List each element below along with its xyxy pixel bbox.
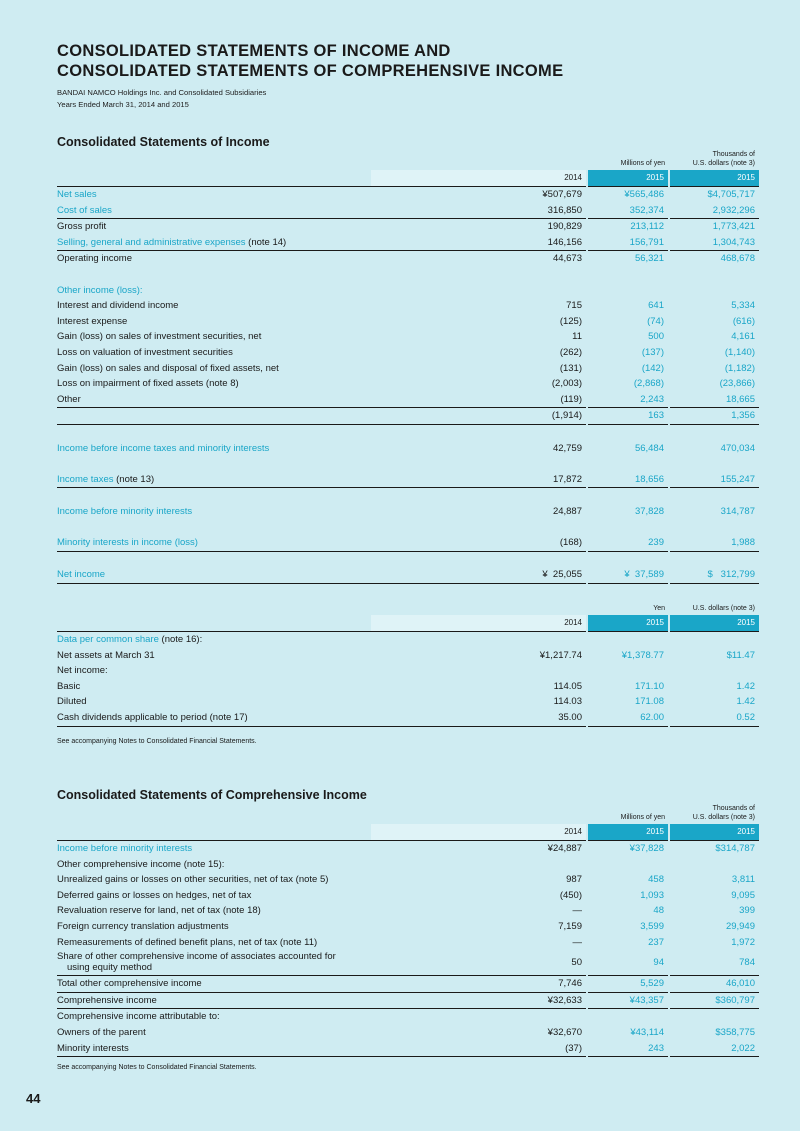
value-2014: (37)	[371, 1041, 587, 1057]
value-usd: $11.47	[669, 648, 759, 664]
table-row	[57, 361, 759, 377]
unit-right: U.S. dollars (note 3)	[692, 605, 755, 612]
table-row	[57, 283, 759, 299]
row-label: Interest expense	[57, 315, 128, 327]
value-2015: ¥37,828	[587, 841, 669, 857]
value-usd: 4,161	[669, 329, 759, 345]
value-usd: (1,182)	[669, 361, 759, 377]
row-label: Deferred gains or losses on hedges, net of tax	[57, 889, 252, 901]
col-2015: 2015	[587, 824, 669, 841]
title-line-1: CONSOLIDATED STATEMENTS OF INCOME AND	[57, 42, 451, 60]
row-label: Income before income taxes and minority interests	[57, 442, 270, 454]
row-label: Net income	[57, 567, 371, 583]
income-table	[57, 150, 759, 584]
value-usd: 468,678	[669, 251, 759, 267]
value-usd: 2,932,296	[669, 203, 759, 219]
col-2015: 2015	[587, 170, 669, 187]
row-label: Net income:	[57, 665, 108, 677]
row-label: Data per common share (note 16):	[57, 632, 371, 648]
unit-row	[57, 150, 759, 170]
value-2015: (2,868)	[587, 376, 669, 392]
col-2014: 2014	[371, 170, 587, 187]
value-2014: —	[572, 905, 582, 917]
row-label: Net assets at March 31	[57, 649, 155, 661]
value-2015: 1,093	[587, 888, 669, 904]
table-row	[57, 841, 759, 857]
value-2014: (119)	[371, 392, 587, 408]
value-usd: 1,304,743	[669, 235, 759, 251]
value-usd: $314,787	[669, 841, 759, 857]
value-2015: (137)	[587, 345, 669, 361]
table-row	[57, 632, 759, 648]
value-usd: $360,797	[669, 992, 759, 1009]
table-row	[57, 329, 759, 345]
income-section-title: Consolidated Statements of Income	[57, 135, 270, 149]
row-label: Operating income	[57, 253, 132, 265]
value-2015: 56,484	[587, 441, 669, 457]
value-usd: 1,972	[669, 935, 759, 951]
row-label: Other income (loss):	[57, 284, 143, 296]
row-label: Cash dividends applicable to period (note 17)	[57, 710, 371, 726]
row-label: Income before minority interests	[57, 841, 371, 857]
row-label: Net sales	[57, 187, 371, 203]
value-usd: 1,988	[669, 535, 759, 551]
company-line: BANDAI NAMCO Holdings Inc. and Consolidated Subsidiaries	[57, 88, 267, 97]
value-2015: ¥565,486	[587, 187, 669, 203]
table-row	[57, 694, 759, 710]
column-header-row	[57, 615, 759, 632]
table-row	[57, 314, 759, 330]
value-2015: 56,321	[587, 251, 669, 267]
value-2014: 42,759	[552, 442, 582, 454]
value-2015: 243	[587, 1041, 669, 1057]
row-label: Minority interests in income (loss)	[57, 535, 371, 551]
value-usd: 46,010	[669, 976, 759, 993]
page-number: 44	[26, 1091, 41, 1106]
value-2014: 44,673	[552, 253, 582, 265]
value-2014: ¥1,217.74	[539, 649, 582, 661]
table-row	[57, 872, 759, 888]
column-header-row	[57, 170, 759, 187]
table-row	[57, 903, 759, 919]
row-label: Foreign currency translation adjustments	[57, 920, 229, 932]
col-2015: 2015	[587, 615, 669, 632]
value-usd: 314,787	[669, 504, 759, 520]
per-share-table	[57, 604, 759, 727]
comprehensive-footnote: See accompanying Notes to Consolidated Financial Statements.	[57, 1064, 257, 1071]
table-row	[57, 298, 759, 314]
unit-mid: Yen	[653, 605, 665, 612]
row-label: Comprehensive income attributable to:	[57, 1011, 220, 1023]
table-row	[57, 888, 759, 904]
table-row	[57, 1025, 759, 1041]
value-2014: (262)	[559, 346, 582, 358]
value-2015: 239	[587, 535, 669, 551]
value-usd: 784	[669, 950, 759, 976]
per-share-footnote: See accompanying Notes to Consolidated Financial Statements.	[57, 738, 257, 745]
value-2014: ¥ 25,055	[371, 567, 587, 583]
value-2014: ¥24,887	[371, 841, 587, 857]
table-row	[57, 648, 759, 664]
row-label: Other	[57, 392, 371, 408]
value-usd: $4,705,717	[669, 187, 759, 203]
row-label: Remeasurements of defined benefit plans, net of tax (note 11)	[57, 936, 318, 948]
table-row	[57, 992, 759, 1009]
value-2014: 190,829	[547, 221, 582, 233]
value-2014: 50	[371, 950, 587, 976]
value-2015: ¥ 37,589	[587, 567, 669, 583]
table-row	[57, 857, 759, 873]
col-2014: 2014	[371, 615, 587, 632]
row-label: Other comprehensive income (note 15):	[57, 858, 225, 870]
col-usd: 2015	[669, 170, 759, 187]
unit-right: Thousands of U.S. dollars (note 3)	[692, 151, 755, 167]
table-row	[57, 219, 759, 235]
value-2015: 156,791	[587, 235, 669, 251]
value-2014: 17,872	[371, 472, 587, 488]
value-2015: 62.00	[587, 710, 669, 726]
value-2014: 11	[572, 331, 582, 343]
row-label: Total other comprehensive income	[57, 976, 371, 993]
value-usd: 5,334	[669, 298, 759, 314]
col-2014: 2014	[371, 824, 587, 841]
table-row	[57, 935, 759, 951]
value-2014: 987	[566, 874, 582, 886]
value-2015: 2,243	[587, 392, 669, 408]
value-2014: 715	[566, 300, 582, 312]
table-row	[57, 187, 759, 203]
comprehensive-section-title: Consolidated Statements of Comprehensive Income	[57, 788, 367, 802]
table-row	[57, 251, 759, 267]
table-row	[57, 679, 759, 695]
value-2015: 500	[587, 329, 669, 345]
table-row	[57, 408, 759, 425]
value-usd: 155,247	[669, 472, 759, 488]
value-2015: 94	[587, 950, 669, 976]
row-label: Revaluation reserve for land, net of tax (note 18)	[57, 905, 261, 917]
value-2014: ¥507,679	[371, 187, 587, 203]
value-2015: 213,112	[587, 219, 669, 235]
value-2014: 24,887	[552, 505, 582, 517]
row-label: Cost of sales	[57, 203, 371, 219]
table-row	[57, 976, 759, 993]
page-title	[57, 41, 563, 81]
value-usd: (616)	[669, 314, 759, 330]
value-usd: 1.42	[669, 679, 759, 695]
value-2015: 163	[587, 408, 669, 425]
value-usd: 1.42	[669, 694, 759, 710]
value-2015: 5,529	[587, 976, 669, 993]
value-2014: (1,914)	[371, 408, 587, 425]
table-row	[57, 1041, 759, 1057]
value-2014: 114.03	[553, 696, 582, 708]
unit-row	[57, 604, 759, 615]
value-2014: —	[572, 936, 582, 948]
table-row	[57, 663, 759, 679]
row-label: Share of other comprehensive income of associates accounted for using equity method	[57, 950, 371, 976]
col-usd: 2015	[669, 824, 759, 841]
unit-mid: Millions of yen	[620, 160, 665, 167]
value-2015: (74)	[587, 314, 669, 330]
value-2015: (142)	[587, 361, 669, 377]
value-usd: 18,665	[669, 392, 759, 408]
value-2015: 37,828	[587, 504, 669, 520]
value-2014: (125)	[559, 315, 582, 327]
value-2015: 3,599	[587, 919, 669, 935]
value-2015: 18,656	[587, 472, 669, 488]
table-row	[57, 345, 759, 361]
col-usd: 2015	[669, 615, 759, 632]
value-2015: 171.10	[587, 679, 669, 695]
value-usd: $358,775	[669, 1025, 759, 1041]
value-2014: (168)	[371, 535, 587, 551]
row-label: Income taxes (note 13)	[57, 472, 371, 488]
value-2014: ¥32,633	[371, 992, 587, 1009]
row-label: Basic	[57, 680, 81, 692]
value-usd: 470,034	[669, 441, 759, 457]
title-line-2: CONSOLIDATED STATEMENTS OF COMPREHENSIVE INCOME	[57, 62, 564, 80]
value-2014: 7,746	[371, 976, 587, 993]
value-usd: (23,866)	[669, 376, 759, 392]
row-label: Loss on valuation of investment securities	[57, 346, 233, 358]
row-label: Comprehensive income	[57, 992, 371, 1009]
table-row	[57, 535, 759, 551]
table-row	[57, 441, 759, 457]
value-2014: 146,156	[371, 235, 587, 251]
value-2015: 171.08	[587, 694, 669, 710]
column-header-row	[57, 824, 759, 841]
value-usd: $ 312,799	[669, 567, 759, 583]
comprehensive-table	[57, 804, 759, 1057]
value-2015: 641	[587, 298, 669, 314]
row-label: Gain (loss) on sales of investment securities, net	[57, 331, 262, 343]
value-2014: 114.05	[553, 680, 582, 692]
row-label: Interest and dividend income	[57, 300, 179, 312]
table-row	[57, 203, 759, 219]
period-line: Years Ended March 31, 2014 and 2015	[57, 100, 189, 109]
table-row	[57, 710, 759, 726]
row-label: Diluted	[57, 696, 87, 708]
value-2014: (2,003)	[551, 378, 582, 390]
table-row	[57, 235, 759, 251]
value-2015: 352,374	[587, 203, 669, 219]
value-usd: 2,022	[669, 1041, 759, 1057]
row-label: Loss on impairment of fixed assets (note 8)	[57, 378, 239, 390]
row-label: Gain (loss) on sales and disposal of fixed assets, net	[57, 362, 279, 374]
value-2015: ¥43,114	[587, 1025, 669, 1041]
row-label: Owners of the parent	[57, 1026, 146, 1038]
value-usd: 3,811	[669, 872, 759, 888]
value-usd: 1,773,421	[669, 219, 759, 235]
row-label: Selling, general and administrative expenses (note 14)	[57, 235, 371, 251]
row-label: Gross profit	[57, 221, 107, 233]
value-2014: (450)	[559, 889, 582, 901]
value-2014: 7,159	[558, 920, 582, 932]
table-row	[57, 950, 759, 976]
value-2015: 237	[587, 935, 669, 951]
value-2014: ¥32,670	[547, 1026, 582, 1038]
unit-right: Thousands of U.S. dollars (note 3)	[692, 805, 755, 821]
row-label: Minority interests	[57, 1041, 371, 1057]
value-usd: (1,140)	[669, 345, 759, 361]
row-label	[57, 408, 371, 425]
value-usd: 0.52	[669, 710, 759, 726]
value-usd: 9,095	[669, 888, 759, 904]
table-row	[57, 472, 759, 488]
value-usd: 399	[669, 903, 759, 919]
table-row	[57, 1009, 759, 1025]
row-label: Unrealized gains or losses on other securities, net of tax (note 5)	[57, 874, 329, 886]
value-2015: ¥1,378.77	[587, 648, 669, 664]
table-row	[57, 567, 759, 583]
unit-row	[57, 804, 759, 824]
table-row	[57, 919, 759, 935]
unit-mid: Millions of yen	[620, 814, 665, 821]
value-2014: (131)	[559, 362, 582, 374]
row-label: Income before minority interests	[57, 505, 193, 517]
table-row	[57, 504, 759, 520]
table-row	[57, 392, 759, 408]
value-2015: 458	[587, 872, 669, 888]
table-row	[57, 376, 759, 392]
value-usd: 1,356	[669, 408, 759, 425]
value-2014: 316,850	[371, 203, 587, 219]
value-2015: 48	[587, 903, 669, 919]
value-2014: 35.00	[371, 710, 587, 726]
value-2015: ¥43,357	[587, 992, 669, 1009]
value-usd: 29,949	[669, 919, 759, 935]
